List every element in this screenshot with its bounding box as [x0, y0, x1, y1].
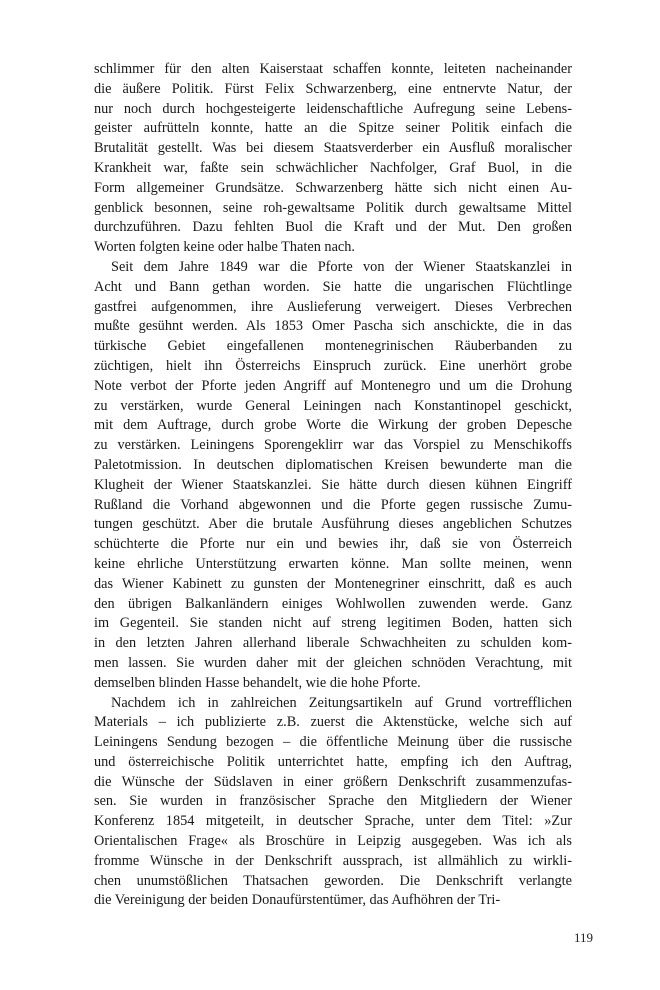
paragraph-1 — [94, 60, 572, 258]
text-line: türkische Gebiet eingefallenen montenegrinischen Räuberbanden zu — [94, 338, 572, 355]
text-line: im Gegenteil. Sie standen nicht auf streng legitimen Boden, hatten sich — [94, 615, 572, 632]
text-line: Krankheit war, faßte sein schwächlicher Nachfolger, Graf Buol, in die — [94, 159, 572, 176]
text-line: gastfrei aufgenommen, ihre Auslieferung verweigert. Dieses Verbrechen — [94, 298, 572, 315]
text-line: züchtigen, hielt ihn Österreichs Einspruch zurück. Eine unerhört grobe — [94, 357, 572, 374]
text-line: mit dem Auftrage, durch grobe Worte die Wirkung der groben Depesche — [94, 417, 572, 434]
text-line: durchzuführen. Dazu fehlten Buol die Kraft und der Mut. Den großen — [94, 219, 572, 236]
text-line: Materials – ich publizierte z.B. zuerst die Aktenstücke, welche sich auf — [94, 714, 572, 731]
paragraph-3 — [94, 694, 572, 912]
text-line: keine ehrliche Unterstützung erwarten könne. Man sollte meinen, wenn — [94, 555, 572, 572]
text-line: und österreichische Politik unterrichtet hatte, empfing ich den Auftrag, — [94, 753, 572, 770]
text-line: die Vereinigung der beiden Donaufürstentümer, das Aufhöhren der Tri- — [94, 892, 501, 909]
page-number: 119 — [573, 930, 593, 945]
text-line: Konferenz 1854 mitgeteilt, in deutscher Sprache, unter dem Titel: »Zur — [94, 813, 572, 830]
text-line: Leiningens Sendung bezogen – die öffentliche Meinung über die russische — [94, 734, 572, 751]
text-line: Acht und Bann gethan worden. Sie hatte die ungarischen Flüchtlinge — [94, 278, 572, 295]
text-line: nur noch durch hochgesteigerte leidenschaftliche Aufregung seine Lebens- — [94, 100, 572, 117]
text-line: Form allgemeiner Grundsätze. Schwarzenberg hätte sich nicht einen Au- — [94, 179, 572, 196]
text-line: chen unumstößlichen Thatsachen geworden. Die Denkschrift verlangte — [94, 872, 572, 889]
text-line: die Wünsche der Südslaven in einer größern Denkschrift zusammenzufas- — [94, 773, 572, 790]
text-line: tungen geschützt. Aber die brutale Ausführung dieses angeblichen Schutzes — [94, 516, 572, 533]
text-line: Rußland die Vorhand abgewonnen und die Pforte gegen russische Zumu- — [94, 496, 572, 513]
text-line: Orientalischen Frage« als Broschüre in Leipzig ausgegeben. Was ich als — [94, 833, 572, 850]
text-line: das Wiener Kabinett zu gunsten der Montenegriner einschritt, daß es auch — [94, 575, 572, 592]
text-line: Paletotmission. In deutschen diplomatischen Kreisen bewunderte man die — [94, 456, 572, 473]
text-line: demselben blinden Hasse behandelt, wie die hohe Pforte. — [94, 674, 421, 691]
text-line: fromme Wünsche in der Denkschrift aussprach, ist allmählich zu wirkli- — [94, 852, 572, 869]
text-line: Seit dem Jahre 1849 war die Pforte von der Wiener Staatskanzlei in — [111, 258, 572, 275]
text-line: Klugheit der Wiener Staatskanzlei. Sie hätte durch diesen kühnen Eingriff — [94, 476, 572, 493]
text-line: Worten folgten keine oder halbe Thaten nach. — [94, 239, 355, 256]
paragraph-2 — [94, 258, 572, 694]
text-line: Note verbot der Pforte jeden Angriff auf Montenegro und um die Drohung — [94, 377, 572, 394]
text-line: die äußere Politik. Fürst Felix Schwarzenberg, eine entnervte Natur, der — [94, 80, 572, 97]
text-line: men lassen. Sie wurden daher mit der gleichen schnöden Verachtung, mit — [94, 654, 572, 671]
text-line: schüchterte die Pforte nur ein und bewies ihr, daß sie von Österreich — [94, 536, 572, 553]
text-line: zu verstärken, wurde General Leiningen nach Konstantinopel geschickt, — [94, 397, 572, 414]
text-line: genblick besonnen, seine roh-gewaltsame Politik durch gewaltsame Mittel — [94, 199, 572, 216]
page-text-block — [94, 60, 572, 911]
text-line: mußte gesühnt werden. Als 1853 Omer Pascha sich anschickte, die in das — [94, 318, 572, 335]
text-line: schlimmer für den alten Kaiserstaat schaffen konnte, leiteten nacheinander — [94, 61, 572, 77]
text-line: Nachdem ich in zahlreichen Zeitungsartikeln auf Grund vortrefflichen — [111, 694, 572, 711]
text-line: geister aufrütteln konnte, hatte an die Spitze seiner Politik einfach die — [94, 120, 572, 137]
text-line: Brutalität gestellt. Was bei diesem Staatsverderber ein Ausfluß moralischer — [94, 140, 572, 157]
text-line: zu verstärken. Leiningens Sporengeklirr war das Vorspiel zu Menschikoffs — [94, 437, 572, 454]
text-line: den übrigen Balkanländern einiges Wohlwollen zuwenden werde. Ganz — [94, 595, 572, 612]
text-line: sen. Sie wurden in französischer Sprache den Mitgliedern der Wiener — [94, 793, 572, 810]
text-line: in den letzten Jahren allerhand liberale Schwachheiten zu schulden kom- — [94, 635, 572, 652]
